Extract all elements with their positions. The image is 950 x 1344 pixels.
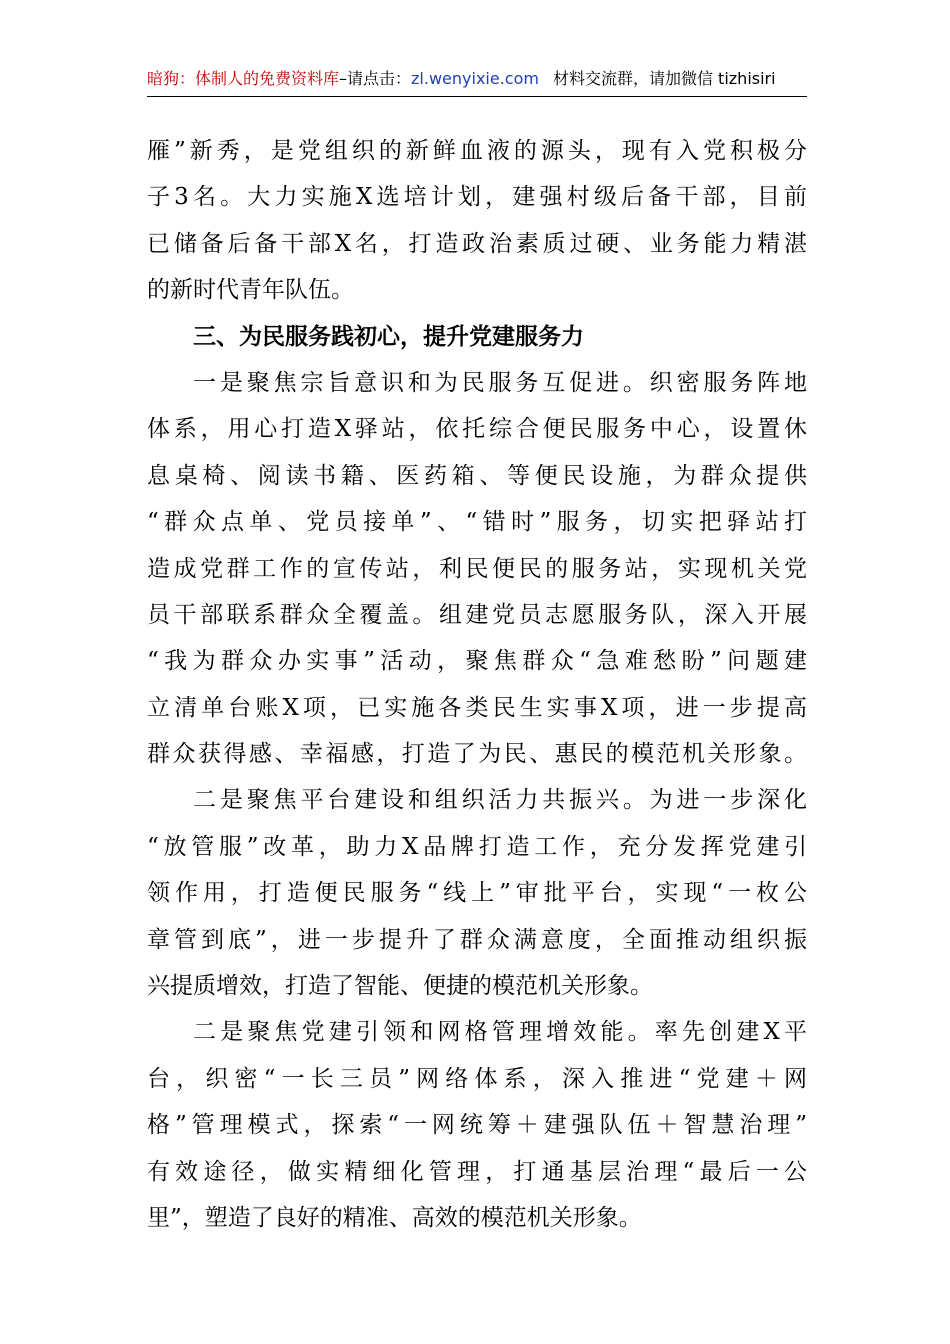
text-line: 领作用，打造便民服务“线上”审批平台，实现“一枚公: [147, 880, 807, 907]
document-body: [147, 128, 807, 1241]
text-line: 立清单台账X项，已实施各类民生实事X项，进一步提高: [147, 694, 807, 721]
text-line: 员干部联系群众全覆盖。组建党员志愿服务队，深入开展: [147, 601, 807, 628]
text-line: 章管到底”，进一步提升了群众满意度，全面推动组织振: [147, 926, 807, 953]
text-line: 息桌椅、阅读书籍、医药箱、等便民设施，为群众提供: [147, 462, 807, 489]
text-line: 雁”新秀，是党组织的新鲜血液的源头，现有入党积极分: [147, 138, 807, 164]
text-line: “放管服”改革，助力X品牌打造工作，充分发挥党建引: [147, 833, 807, 860]
text-line: “群众点单、党员接单”、“错时”服务，切实把驿站打: [147, 509, 807, 536]
text-line: 二是聚焦党建引领和网格管理增效能。率先创建X平: [193, 1019, 807, 1046]
text-line: 体系，用心打造X驿站，依托综合便民服务中心，设置休: [147, 416, 807, 443]
text-line: 群众获得感、幸福感，打造了为民、惠民的模范机关形象。: [147, 741, 807, 768]
text-line: 台，织密“一长三员”网络体系，深入推进“党建＋网: [147, 1065, 807, 1092]
text-line: 有效途径，做实精细化管理，打通基层治理“最后一公: [147, 1158, 807, 1185]
text-line: 兴提质增效，打造了智能、便捷的模范机关形象。: [147, 973, 653, 1000]
header-site-name: 暗狗：体制人的免费资料库: [147, 69, 340, 88]
text-line: 子3名。大力实施X选培计划，建强村级后备干部，目前: [147, 184, 807, 211]
text-line: 造成党群工作的宣传站，利民便民的服务站，实现机关党: [147, 555, 807, 582]
text-line: 的新时代青年队伍。: [147, 277, 354, 304]
text-line: 一是聚焦宗旨意识和为民服务互促进。织密服务阵地: [193, 369, 807, 396]
text-line: 里”，塑造了良好的精准、高效的模范机关形象。: [147, 1204, 642, 1231]
header-url-link[interactable]: zl.wenyixie.com: [411, 69, 539, 88]
header-group-note: 材料交流群，请加微信 tizhisiri: [552, 69, 776, 88]
text-line: “我为群众办实事”活动，聚焦群众“急难愁盼”问题建: [147, 648, 807, 675]
section-heading: 三、为民服务践初心，提升党建服务力: [193, 323, 584, 350]
text-line: 格”管理模式，探索“一网统筹＋建强队伍＋智慧治理”: [147, 1112, 807, 1139]
text-line: 二是聚焦平台建设和组织活力共振兴。为进一步深化: [193, 787, 807, 814]
page-header: [147, 62, 807, 97]
text-line: 已储备后备干部X名，打造政治素质过硬、业务能力精湛: [147, 230, 807, 257]
header-click-prompt: –请点击：: [339, 69, 412, 88]
